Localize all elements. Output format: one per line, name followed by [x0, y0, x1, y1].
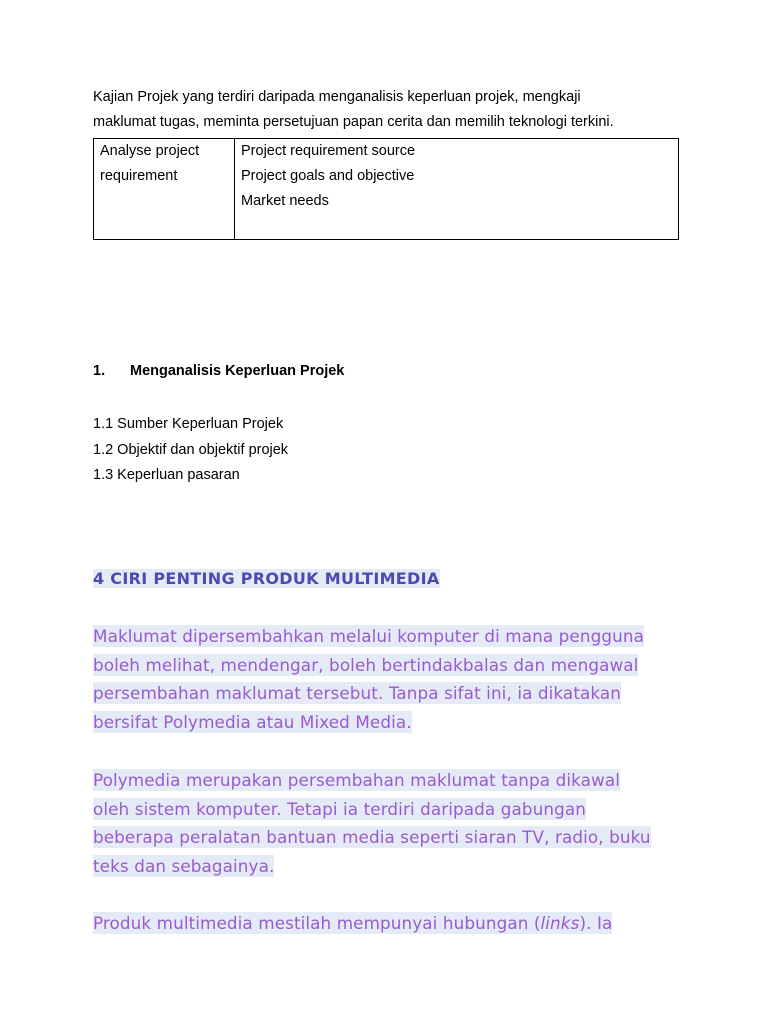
paragraph-polymedia — [93, 766, 683, 880]
section-heading — [93, 363, 344, 379]
intro-line-2: maklumat tugas, meminta persetujuan papan cerita dan memilih teknologi terkini. — [93, 113, 614, 130]
paragraph-line: Polymedia merupakan persembahan maklumat tanpa dikawal — [93, 770, 620, 790]
cell-line: Project goals and objective — [241, 168, 415, 184]
paragraph-multimedia — [93, 622, 683, 736]
paragraph-line: oleh sistem komputer. Tetapi ia terdiri daripada gabungan — [93, 798, 586, 819]
paragraph-line: beberapa peralatan bantuan media seperti siaran TV, radio, buku — [93, 827, 651, 848]
paragraph-line: Maklumat dipersembahkan melalui komputer di mana pengguna — [93, 626, 644, 646]
list-item: 1.2 Objektif dan objektif projek — [93, 441, 289, 458]
list-item: 1.1 Sumber Keperluan Projek — [93, 416, 284, 432]
intro-line-1: Kajian Projek yang terdiri daripada menganalisis keperluan projek, mengkaji — [93, 89, 581, 105]
paragraph-line: bersifat Polymedia atau Mixed Media. — [93, 711, 412, 732]
intro-paragraph — [93, 85, 683, 134]
paragraph-line: boleh melihat, mendengar, boleh bertindakbalas dan mengawal — [93, 654, 639, 675]
cell-line: Analyse project — [100, 143, 200, 159]
table-cell-activity — [94, 139, 235, 240]
cell-line: requirement — [100, 168, 178, 184]
section-number: 1. — [93, 363, 106, 379]
paragraph-links — [93, 909, 683, 938]
table-row — [94, 139, 679, 240]
ciri-heading-text: 4 CIRI PENTING PRODUK MULTIMEDIA — [93, 569, 440, 588]
ciri-heading — [93, 567, 440, 591]
table-cell-details — [235, 139, 679, 240]
links-text-before: Produk multimedia mestilah mempunyai hubungan ( — [93, 913, 541, 933]
section-title: Menganalisis Keperluan Projek — [130, 363, 345, 379]
paragraph-line: persembahan maklumat tersebut. Tanpa sifat ini, ia dikatakan — [93, 683, 622, 704]
list-item: 1.3 Keperluan pasaran — [93, 467, 240, 483]
links-italic: links — [540, 913, 580, 933]
subsection-list — [93, 412, 288, 489]
cell-line: Project requirement source — [241, 143, 416, 159]
links-text-after: ). Ia — [579, 913, 613, 933]
paragraph-line — [93, 912, 612, 934]
paragraph-line: teks dan sebagainya. — [93, 855, 275, 876]
requirement-table — [93, 138, 679, 240]
cell-line: Market needs — [241, 193, 329, 209]
